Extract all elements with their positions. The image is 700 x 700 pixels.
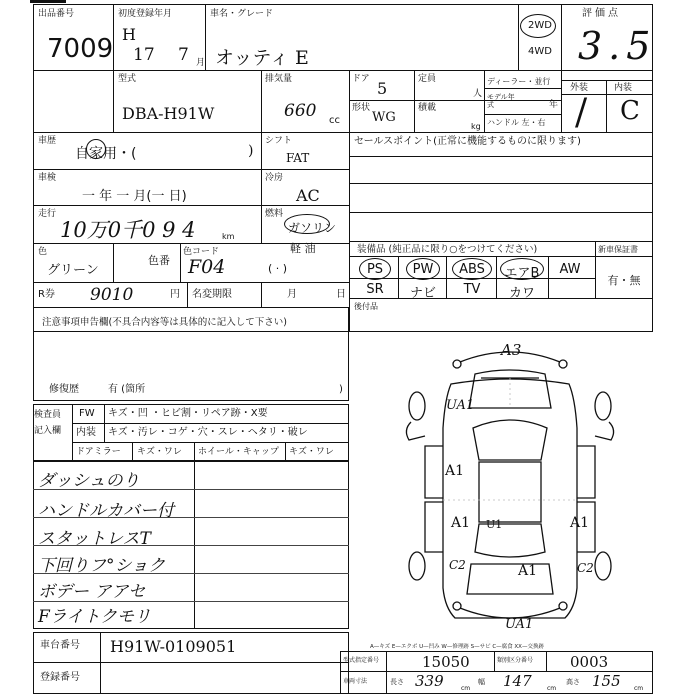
capacity-label: 定員: [418, 74, 437, 84]
month-label: 月: [287, 289, 297, 300]
rule: [72, 404, 73, 461]
height-cm: cm: [634, 685, 644, 692]
equip-aw: AW: [559, 262, 581, 277]
height-value: 155: [592, 672, 621, 690]
rule: [349, 241, 653, 242]
lot-label: 出品番号: [38, 9, 75, 19]
circle-abs: [452, 258, 492, 280]
mark-rear: A1: [518, 563, 538, 579]
recycle-label: R券: [38, 289, 55, 300]
width-label: 幅: [478, 678, 485, 686]
mirror-label: ドアミラー: [76, 447, 121, 457]
mark-rear-right: C2: [577, 561, 594, 575]
rule: [561, 80, 653, 81]
rule: [33, 662, 349, 663]
sales-title: セールスポイント(正常に機能するものに限ります): [354, 136, 581, 147]
model-value: オッティ E: [215, 47, 309, 69]
shift-value: FAT: [286, 151, 310, 165]
shape-value: WG: [372, 110, 396, 125]
mark-right-rear: A1: [570, 515, 590, 531]
inspector-label-2: 記入欄: [34, 426, 62, 436]
equip-sr: SR: [366, 282, 384, 297]
circle-airbag: [500, 258, 544, 280]
equip-ps: PS: [366, 262, 384, 277]
remark-item: Fライトクモリ: [38, 607, 151, 627]
rule: [72, 442, 349, 443]
rule: [349, 256, 653, 257]
width-value: 147: [503, 672, 532, 690]
drive-2wd: 2WD: [528, 20, 552, 31]
rule: [414, 70, 415, 132]
first-reg-label: 初度登録年月: [118, 9, 173, 19]
equip-leather: カワ: [508, 286, 535, 301]
rule: [132, 442, 133, 461]
rule: [33, 132, 653, 133]
reg-year: 17: [133, 45, 155, 65]
mileage-label: 走行: [38, 209, 57, 219]
aftermarket-label: 後付品: [354, 302, 378, 311]
equip-airbag: エアB: [504, 266, 540, 281]
rule: [349, 100, 561, 101]
type-designation-value: 15050: [422, 653, 470, 671]
type-label: 型式: [118, 74, 137, 84]
rule: [72, 423, 349, 424]
model-label: 車名・グレード: [210, 9, 274, 19]
grade-label: 評価点: [582, 8, 621, 19]
equip-abs: ABS: [459, 262, 485, 277]
type-value: DBA-H91W: [122, 104, 215, 123]
mark-rear-left: C2: [449, 558, 466, 572]
int-items: キズ・汚レ・コゲ・穴・スレ・ヘタリ・破レ: [108, 427, 308, 438]
rule: [606, 80, 607, 132]
fw-label: FW: [79, 408, 95, 419]
dealer-label: ディーラー・並行: [487, 77, 551, 86]
rule: [484, 88, 561, 89]
size-label: 車両寸法: [343, 678, 368, 685]
rule: [496, 256, 497, 298]
rule: [398, 256, 399, 298]
interior-label: 内装: [614, 83, 633, 93]
chassis-label: 車台番号: [40, 640, 80, 651]
circle-ps: [359, 258, 391, 280]
exterior-label: 外装: [570, 83, 589, 93]
color-value: グリーン: [47, 263, 99, 278]
reg-month: 7: [178, 45, 189, 65]
repair-label: 修復歴: [49, 384, 79, 395]
int-label: 内装: [76, 427, 96, 438]
remark-item: ボデー アアセ: [38, 582, 146, 602]
length-cm: cm: [461, 685, 471, 692]
displacement-value: 660: [284, 101, 317, 121]
remark-item: ハンドルカバー付: [38, 501, 174, 521]
reg-label: 登録番号: [40, 672, 80, 683]
category-label: 類別区分番号: [497, 657, 534, 664]
shift-label: シフト: [265, 136, 293, 146]
repair-value: 有 (箇所: [108, 384, 146, 395]
rule: [261, 132, 262, 243]
displacement-label: 排気量: [265, 74, 293, 84]
handle-label: ハンドル 左・右: [487, 118, 546, 127]
color-code-label: 色コード: [183, 247, 220, 257]
lot-number: 7009: [47, 34, 114, 64]
load-unit: kg: [471, 122, 481, 131]
recycle-value: 9010: [90, 285, 134, 305]
length-label: 長さ: [390, 678, 404, 686]
repair-close: ): [339, 384, 343, 395]
rule: [33, 169, 349, 170]
interior-value: C: [620, 96, 640, 126]
fw-items: キズ・凹 ・ヒビ割・リペア跡・X要: [108, 408, 268, 419]
mark-front-glass: UA1: [446, 398, 475, 413]
car-diagram: [395, 338, 625, 638]
new-car-yes-no: 有・無: [607, 274, 641, 287]
doors-label: ドア: [352, 74, 370, 84]
height-label: 高さ: [566, 678, 580, 686]
rule: [194, 442, 195, 461]
rule: [494, 651, 495, 671]
displacement-unit: cc: [329, 115, 340, 126]
notes-box: [33, 307, 349, 401]
rule: [548, 256, 549, 298]
drive-2wd-circle: [520, 14, 556, 38]
remark-item: 下回りフ°ショク: [38, 556, 166, 576]
equip-tv: TV: [463, 282, 481, 297]
type-designation-label: 型式指定番号: [343, 657, 380, 664]
load-label: 積載: [418, 103, 437, 113]
circle-pw: [406, 258, 440, 280]
rule: [386, 651, 387, 694]
rule: [33, 70, 653, 71]
month-unit: 月: [196, 58, 206, 68]
recycle-unit: 円: [170, 289, 180, 300]
equip-pw: PW: [412, 262, 434, 277]
equip-navi: ナビ: [409, 286, 436, 301]
inspection-value: 一 年 一 月(一 日): [82, 189, 187, 204]
doors-value: 5: [377, 79, 388, 98]
usage-value: 自家用・(: [75, 146, 137, 162]
damage-legend: A—キズ E—エクボ U—凹み W—修理跡 S—サビ C—腐食 XX—交換跡: [370, 644, 544, 650]
remark-item: スタットレスT: [38, 529, 151, 549]
rule: [349, 70, 350, 332]
length-value: 339: [415, 672, 444, 690]
width-cm: cm: [547, 685, 557, 692]
mark-left-rear: A1: [451, 515, 471, 531]
inspection-label: 車検: [38, 173, 57, 183]
capacity-unit: 人: [473, 89, 483, 99]
rule: [349, 183, 653, 184]
header-tab: [30, 0, 66, 3]
inspector-label-1: 検査員: [34, 410, 62, 420]
notes-title: 注意事項申告欄(不具合内容等は具体的に記入して下さい): [42, 317, 287, 328]
drive-4wd: 4WD: [528, 46, 552, 57]
rule: [113, 4, 114, 132]
rule: [180, 243, 181, 282]
rule: [33, 205, 349, 206]
usage-close: ): [248, 143, 254, 159]
year-unit: 年: [549, 100, 559, 110]
rule: [349, 212, 653, 213]
rule: [561, 4, 562, 132]
rule: [446, 256, 447, 298]
rule: [205, 4, 206, 70]
usage-label: 車歴: [38, 136, 57, 146]
rule: [484, 70, 485, 132]
rule: [113, 243, 114, 282]
exterior-value: /: [575, 92, 588, 133]
grade-value: 3.5: [578, 24, 657, 68]
mileage-unit: km: [222, 232, 235, 241]
remark-item: ダッシュのり: [38, 471, 140, 491]
chassis-value: H91W-0109051: [110, 637, 237, 656]
mark-center: U1: [486, 518, 503, 531]
mark-left-front: A1: [445, 463, 465, 479]
rule: [484, 114, 561, 115]
model-year-label: モデル年式: [487, 93, 515, 109]
ac-label: 冷房: [265, 173, 284, 183]
fuel-value: ガソリン: [288, 221, 337, 235]
color-no-label: 色番: [148, 254, 170, 267]
fuel-label: 燃料: [265, 209, 284, 219]
ac-value: AC: [296, 186, 320, 205]
mark-rear-bottom: UA1: [505, 617, 534, 632]
rule: [33, 282, 349, 283]
rule: [595, 241, 596, 298]
color-code-value: F04: [188, 256, 226, 278]
rule: [518, 4, 519, 70]
private-use-circle: [86, 139, 106, 159]
era: H: [122, 25, 136, 44]
new-car-label: 新車保証書: [598, 245, 638, 254]
mark-front: A3: [501, 341, 522, 359]
wheel-items: キズ・ワレ: [289, 447, 334, 457]
rule: [261, 70, 262, 132]
wheel-label: ホイール・キャップ: [198, 447, 279, 457]
gasoline-circle: [284, 214, 330, 234]
equipment-title: 装備品 (純正品に限り○をつけてください): [357, 244, 538, 255]
fuel-alt: 軽 油: [290, 242, 316, 255]
color-label: 色: [38, 247, 48, 257]
rule: [100, 632, 101, 694]
shape-label: 形状: [352, 103, 371, 113]
name-change-label: 名変期限: [192, 289, 232, 300]
rule: [104, 404, 105, 442]
rule: [349, 156, 653, 157]
rule: [261, 282, 262, 307]
rule: [187, 282, 188, 307]
mileage-value: 10万0千0 9 4: [60, 218, 196, 242]
rule: [546, 651, 547, 671]
day-label: 日: [336, 289, 346, 300]
category-value: 0003: [570, 653, 609, 671]
rule: [285, 442, 286, 461]
mirror-items: キズ・ワレ: [137, 447, 182, 457]
fuel-paren: ( · ): [268, 262, 288, 275]
